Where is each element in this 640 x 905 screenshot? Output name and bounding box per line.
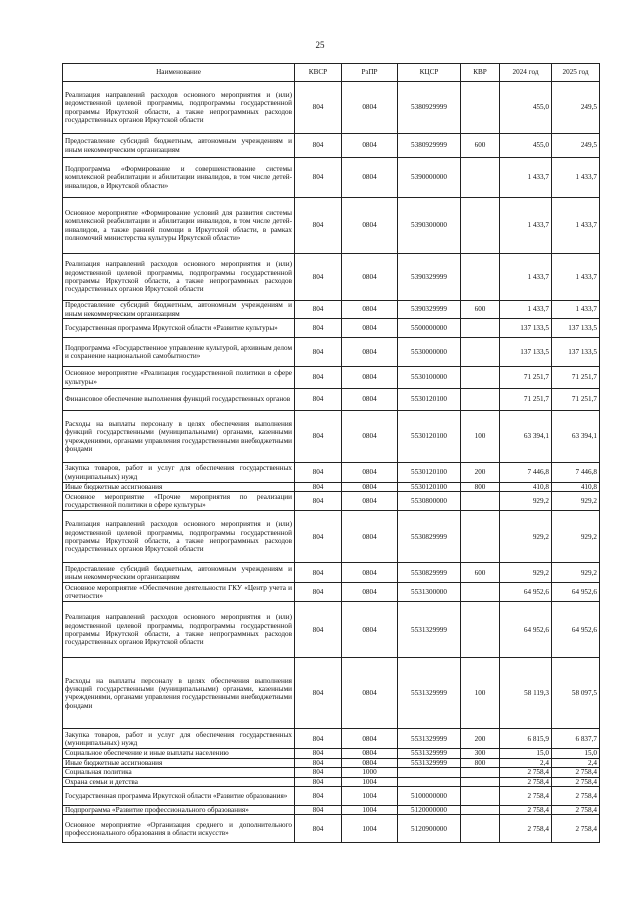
row-rzpr: 0804 bbox=[342, 658, 398, 729]
row-value-2024: 71 251,7 bbox=[500, 367, 552, 389]
row-kcsr: 5531329999 bbox=[398, 749, 461, 758]
row-value-2024: 15,0 bbox=[500, 749, 552, 758]
row-value-2025: 929,2 bbox=[552, 511, 600, 563]
row-value-2024: 2 758,4 bbox=[500, 787, 552, 806]
row-name: Подпрограмма «Государственное управление культурой, архивным делом и сохранение национальной самобытности» bbox=[63, 338, 295, 367]
row-kvsr: 804 bbox=[295, 758, 342, 767]
row-value-2025: 58 097,5 bbox=[552, 658, 600, 729]
row-value-2024: 410,8 bbox=[500, 483, 552, 492]
row-value-2025: 2 758,4 bbox=[552, 815, 600, 843]
row-kvr bbox=[461, 583, 500, 602]
row-kvr: 300 bbox=[461, 749, 500, 758]
row-name: Социальная политика bbox=[63, 768, 295, 777]
row-kcsr: 5390329999 bbox=[398, 254, 461, 301]
row-kcsr: 5500000000 bbox=[398, 319, 461, 338]
table-row bbox=[63, 483, 600, 492]
row-name: Основное мероприятие «Прочие мероприятия по реализации государственной политики в сфере культуры» bbox=[63, 492, 295, 511]
row-name: Охрана семьи и детства bbox=[63, 777, 295, 786]
header-year-2025: 2025 год bbox=[552, 64, 600, 82]
row-kcsr: 5530120100 bbox=[398, 463, 461, 483]
row-kvsr: 804 bbox=[295, 82, 342, 134]
row-value-2024: 1 433,7 bbox=[500, 198, 552, 254]
row-value-2024: 137 133,5 bbox=[500, 319, 552, 338]
row-kcsr: 5530829999 bbox=[398, 563, 461, 583]
table-row bbox=[63, 806, 600, 815]
row-value-2024: 64 952,6 bbox=[500, 602, 552, 658]
row-name: Реализация направлений расходов основного мероприятия и (или) ведомственной целевой программы, подпрограммы государственной программы Иркутской области, а также непрограммных расходов государственных органов Иркутской области bbox=[63, 254, 295, 301]
row-kvsr: 804 bbox=[295, 158, 342, 198]
row-kvsr: 804 bbox=[295, 583, 342, 602]
header-year-2024: 2024 год bbox=[500, 64, 552, 82]
row-rzpr: 0804 bbox=[342, 583, 398, 602]
row-name: Государственная программа Иркутской области «Развитие образования» bbox=[63, 787, 295, 806]
table-row bbox=[63, 198, 600, 254]
row-kcsr: 5530800000 bbox=[398, 492, 461, 511]
row-kvr: 200 bbox=[461, 729, 500, 749]
row-kvsr: 804 bbox=[295, 301, 342, 319]
row-kvsr: 804 bbox=[295, 602, 342, 658]
row-rzpr: 0804 bbox=[342, 602, 398, 658]
row-kvr bbox=[461, 768, 500, 777]
row-value-2025: 64 952,6 bbox=[552, 602, 600, 658]
row-kvr: 800 bbox=[461, 758, 500, 767]
row-name: Реализация направлений расходов основного мероприятия и (или) ведомственной целевой программы, подпрограммы государственной программы Иркутской области, а также непрограммных расходов государственных органов Иркутской области bbox=[63, 511, 295, 563]
table-row bbox=[63, 749, 600, 758]
row-kvsr: 804 bbox=[295, 787, 342, 806]
row-kvr: 600 bbox=[461, 563, 500, 583]
row-kvr bbox=[461, 198, 500, 254]
row-value-2024: 1 433,7 bbox=[500, 254, 552, 301]
row-value-2024: 455,0 bbox=[500, 82, 552, 134]
row-kcsr: 5531329999 bbox=[398, 758, 461, 767]
row-rzpr: 0804 bbox=[342, 367, 398, 389]
row-rzpr: 0804 bbox=[342, 483, 398, 492]
row-rzpr: 1004 bbox=[342, 777, 398, 786]
row-value-2024: 455,0 bbox=[500, 134, 552, 158]
row-value-2024: 2 758,4 bbox=[500, 768, 552, 777]
row-kcsr: 5530120100 bbox=[398, 483, 461, 492]
row-value-2024: 2 758,4 bbox=[500, 806, 552, 815]
row-name: Закупка товаров, работ и услуг для обеспечения государственных (муниципальных) нужд bbox=[63, 463, 295, 483]
row-kvr bbox=[461, 815, 500, 843]
row-name: Реализация направлений расходов основного мероприятия и (или) ведомственной целевой программы, подпрограммы государственной программы Иркутской области, а также непрограммных расходов государственных органов Иркутской области bbox=[63, 82, 295, 134]
row-kvsr: 804 bbox=[295, 492, 342, 511]
row-kvr bbox=[461, 787, 500, 806]
row-kcsr: 5530100000 bbox=[398, 367, 461, 389]
row-name: Расходы на выплаты персоналу в целях обеспечения выполнения функций государственными (муниципальными) органами, казенными учреждениями, органами управления государственными внебюджетными фондами bbox=[63, 411, 295, 463]
row-kcsr: 5380929999 bbox=[398, 134, 461, 158]
row-kvsr: 804 bbox=[295, 483, 342, 492]
row-kvr: 800 bbox=[461, 483, 500, 492]
row-kvsr: 804 bbox=[295, 658, 342, 729]
row-kcsr bbox=[398, 768, 461, 777]
row-kcsr: 5390300000 bbox=[398, 198, 461, 254]
table-row bbox=[63, 768, 600, 777]
row-kvsr: 804 bbox=[295, 389, 342, 411]
row-value-2024: 2 758,4 bbox=[500, 815, 552, 843]
row-kvr bbox=[461, 511, 500, 563]
row-value-2024: 929,2 bbox=[500, 492, 552, 511]
row-kvsr: 804 bbox=[295, 815, 342, 843]
row-name: Подпрограмма «Формирование и совершенствование системы комплексной реабилитации и абилитации инвалидов, в том числе детей-инвалидов, в Иркутской области» bbox=[63, 158, 295, 198]
row-value-2025: 2 758,4 bbox=[552, 806, 600, 815]
row-kvr bbox=[461, 158, 500, 198]
row-value-2024: 137 133,5 bbox=[500, 338, 552, 367]
table-row bbox=[63, 367, 600, 389]
row-value-2025: 929,2 bbox=[552, 563, 600, 583]
row-kvr bbox=[461, 254, 500, 301]
table-row bbox=[63, 319, 600, 338]
row-name: Иные бюджетные ассигнования bbox=[63, 758, 295, 767]
table-row bbox=[63, 729, 600, 749]
row-value-2025: 249,5 bbox=[552, 82, 600, 134]
row-rzpr: 0804 bbox=[342, 411, 398, 463]
table-row bbox=[63, 389, 600, 411]
row-name: Основное мероприятие «Реализация государственной политики в сфере культуры» bbox=[63, 367, 295, 389]
row-rzpr: 0804 bbox=[342, 158, 398, 198]
header-kvsr: КВСР bbox=[295, 64, 342, 82]
row-rzpr: 0804 bbox=[342, 338, 398, 367]
row-kvsr: 804 bbox=[295, 511, 342, 563]
row-kvr bbox=[461, 338, 500, 367]
table-row bbox=[63, 563, 600, 583]
page-number: 25 bbox=[315, 40, 325, 50]
row-rzpr: 0804 bbox=[342, 729, 398, 749]
row-value-2025: 2 758,4 bbox=[552, 787, 600, 806]
row-kcsr: 5531329999 bbox=[398, 729, 461, 749]
row-value-2025: 71 251,7 bbox=[552, 389, 600, 411]
row-kvsr: 804 bbox=[295, 319, 342, 338]
row-name: Государственная программа Иркутской области «Развитие культуры» bbox=[63, 319, 295, 338]
table-body bbox=[63, 82, 600, 843]
row-value-2024: 64 952,6 bbox=[500, 583, 552, 602]
table-row bbox=[63, 815, 600, 843]
table-row bbox=[63, 511, 600, 563]
row-kcsr: 5390329999 bbox=[398, 301, 461, 319]
row-kvsr: 804 bbox=[295, 729, 342, 749]
row-kcsr: 5531329999 bbox=[398, 658, 461, 729]
row-kvsr: 804 bbox=[295, 338, 342, 367]
row-kcsr: 5530120100 bbox=[398, 389, 461, 411]
row-value-2025: 1 433,7 bbox=[552, 254, 600, 301]
row-value-2025: 63 394,1 bbox=[552, 411, 600, 463]
row-kvsr: 804 bbox=[295, 563, 342, 583]
table-row bbox=[63, 463, 600, 483]
row-kvsr: 804 bbox=[295, 806, 342, 815]
row-kvr bbox=[461, 777, 500, 786]
row-name: Закупка товаров, работ и услуг для обеспечения государственных (муниципальных) нужд bbox=[63, 729, 295, 749]
row-kcsr: 5530000000 bbox=[398, 338, 461, 367]
row-kvsr: 804 bbox=[295, 198, 342, 254]
table-row bbox=[63, 82, 600, 134]
budget-table bbox=[62, 63, 600, 843]
row-value-2024: 929,2 bbox=[500, 511, 552, 563]
row-rzpr: 0804 bbox=[342, 463, 398, 483]
table-row bbox=[63, 777, 600, 786]
row-kvr bbox=[461, 806, 500, 815]
row-value-2024: 2 758,4 bbox=[500, 777, 552, 786]
table-row bbox=[63, 492, 600, 511]
row-rzpr: 0804 bbox=[342, 758, 398, 767]
table-row bbox=[63, 158, 600, 198]
row-kcsr: 5390000000 bbox=[398, 158, 461, 198]
row-rzpr: 0804 bbox=[342, 254, 398, 301]
row-rzpr: 0804 bbox=[342, 511, 398, 563]
row-rzpr: 0804 bbox=[342, 301, 398, 319]
row-name: Основное мероприятие «Обеспечение деятельности ГКУ «Центр учета и отчетности» bbox=[63, 583, 295, 602]
row-kvr: 200 bbox=[461, 463, 500, 483]
row-rzpr: 1000 bbox=[342, 768, 398, 777]
row-name: Предоставление субсидий бюджетным, автономным учреждениям и иным некоммерческим организациям bbox=[63, 134, 295, 158]
row-kvsr: 804 bbox=[295, 411, 342, 463]
row-kvr: 600 bbox=[461, 301, 500, 319]
row-value-2025: 1 433,7 bbox=[552, 158, 600, 198]
row-name: Иные бюджетные ассигнования bbox=[63, 483, 295, 492]
row-kvr bbox=[461, 319, 500, 338]
table-row bbox=[63, 787, 600, 806]
row-rzpr: 1004 bbox=[342, 815, 398, 843]
header-kvr: КВР bbox=[461, 64, 500, 82]
table-header-row bbox=[63, 64, 600, 82]
table-row bbox=[63, 602, 600, 658]
table-row bbox=[63, 134, 600, 158]
row-kvr bbox=[461, 389, 500, 411]
row-value-2025: 1 433,7 bbox=[552, 301, 600, 319]
table-row bbox=[63, 583, 600, 602]
row-kvr bbox=[461, 602, 500, 658]
row-kcsr: 5530120100 bbox=[398, 411, 461, 463]
row-kcsr: 5531329999 bbox=[398, 602, 461, 658]
row-rzpr: 0804 bbox=[342, 319, 398, 338]
row-name: Основное мероприятие «Организация среднего и дополнительного профессионального образования в области искусств» bbox=[63, 815, 295, 843]
header-rzpr: РзПР bbox=[342, 64, 398, 82]
row-kvr bbox=[461, 367, 500, 389]
row-value-2024: 1 433,7 bbox=[500, 301, 552, 319]
row-rzpr: 1004 bbox=[342, 787, 398, 806]
row-name: Предоставление субсидий бюджетным, автономным учреждениям и иным некоммерческим организациям bbox=[63, 301, 295, 319]
row-kvr: 100 bbox=[461, 658, 500, 729]
row-kvsr: 804 bbox=[295, 254, 342, 301]
row-kcsr: 5530829999 bbox=[398, 511, 461, 563]
row-kvsr: 804 bbox=[295, 777, 342, 786]
row-value-2025: 71 251,7 bbox=[552, 367, 600, 389]
row-kvr bbox=[461, 82, 500, 134]
row-kvr bbox=[461, 492, 500, 511]
row-kvsr: 804 bbox=[295, 749, 342, 758]
row-kcsr bbox=[398, 777, 461, 786]
row-kvsr: 804 bbox=[295, 367, 342, 389]
row-value-2025: 249,5 bbox=[552, 134, 600, 158]
row-value-2025: 2,4 bbox=[552, 758, 600, 767]
table-row bbox=[63, 411, 600, 463]
table-row bbox=[63, 338, 600, 367]
row-name: Подпрограмма «Развитие профессионального образования» bbox=[63, 806, 295, 815]
row-kcsr: 5380929999 bbox=[398, 82, 461, 134]
row-name: Социальное обеспечение и иные выплаты населению bbox=[63, 749, 295, 758]
row-value-2024: 6 815,9 bbox=[500, 729, 552, 749]
row-value-2024: 71 251,7 bbox=[500, 389, 552, 411]
row-value-2025: 64 952,6 bbox=[552, 583, 600, 602]
row-kcsr: 5120900000 bbox=[398, 815, 461, 843]
row-value-2024: 63 394,1 bbox=[500, 411, 552, 463]
row-kcsr: 5100000000 bbox=[398, 787, 461, 806]
row-kcsr: 5120000000 bbox=[398, 806, 461, 815]
row-rzpr: 0804 bbox=[342, 389, 398, 411]
table-row bbox=[63, 758, 600, 767]
header-name: Наименование bbox=[63, 64, 295, 82]
row-name: Финансовое обеспечение выполнения функций государственных органов bbox=[63, 389, 295, 411]
header-kcsr: КЦСР bbox=[398, 64, 461, 82]
row-kvsr: 804 bbox=[295, 463, 342, 483]
row-rzpr: 0804 bbox=[342, 134, 398, 158]
row-value-2024: 1 433,7 bbox=[500, 158, 552, 198]
row-name: Реализация направлений расходов основного мероприятия и (или) ведомственной целевой программы, подпрограммы государственной программы Иркутской области, а также непрограммных расходов государственных органов Иркутской области bbox=[63, 602, 295, 658]
row-kvr: 100 bbox=[461, 411, 500, 463]
row-rzpr: 0804 bbox=[342, 198, 398, 254]
row-value-2024: 58 119,3 bbox=[500, 658, 552, 729]
row-kvr: 600 bbox=[461, 134, 500, 158]
row-name: Предоставление субсидий бюджетным, автономным учреждениям и иным некоммерческим организациям bbox=[63, 563, 295, 583]
row-value-2025: 410,8 bbox=[552, 483, 600, 492]
row-rzpr: 0804 bbox=[342, 82, 398, 134]
row-value-2024: 7 446,8 bbox=[500, 463, 552, 483]
row-rzpr: 0804 bbox=[342, 563, 398, 583]
table-row bbox=[63, 658, 600, 729]
row-rzpr: 1004 bbox=[342, 806, 398, 815]
row-value-2025: 2 758,4 bbox=[552, 777, 600, 786]
row-kvsr: 804 bbox=[295, 134, 342, 158]
row-value-2025: 15,0 bbox=[552, 749, 600, 758]
row-value-2025: 137 133,5 bbox=[552, 319, 600, 338]
row-value-2025: 929,2 bbox=[552, 492, 600, 511]
row-kvsr: 804 bbox=[295, 768, 342, 777]
row-name: Расходы на выплаты персоналу в целях обеспечения выполнения функций государственными (муниципальными) органами, казенными учреждениями, органами управления государственными внебюджетными фондами bbox=[63, 658, 295, 729]
row-value-2025: 2 758,4 bbox=[552, 768, 600, 777]
row-value-2025: 7 446,8 bbox=[552, 463, 600, 483]
row-rzpr: 0804 bbox=[342, 749, 398, 758]
row-rzpr: 0804 bbox=[342, 492, 398, 511]
table-row bbox=[63, 301, 600, 319]
row-value-2024: 929,2 bbox=[500, 563, 552, 583]
row-value-2025: 6 837,7 bbox=[552, 729, 600, 749]
row-kcsr: 5531300000 bbox=[398, 583, 461, 602]
row-name: Основное мероприятие «Формирование условий для развития системы комплексной реабилитации и абилитации инвалидов, в том числе детей-инвалидов, а также ранней помощи в Иркутской области, в рамках полномочий министерства культуры Иркутской области» bbox=[63, 198, 295, 254]
row-value-2025: 137 133,5 bbox=[552, 338, 600, 367]
row-value-2025: 1 433,7 bbox=[552, 198, 600, 254]
table-row bbox=[63, 254, 600, 301]
row-value-2024: 2,4 bbox=[500, 758, 552, 767]
